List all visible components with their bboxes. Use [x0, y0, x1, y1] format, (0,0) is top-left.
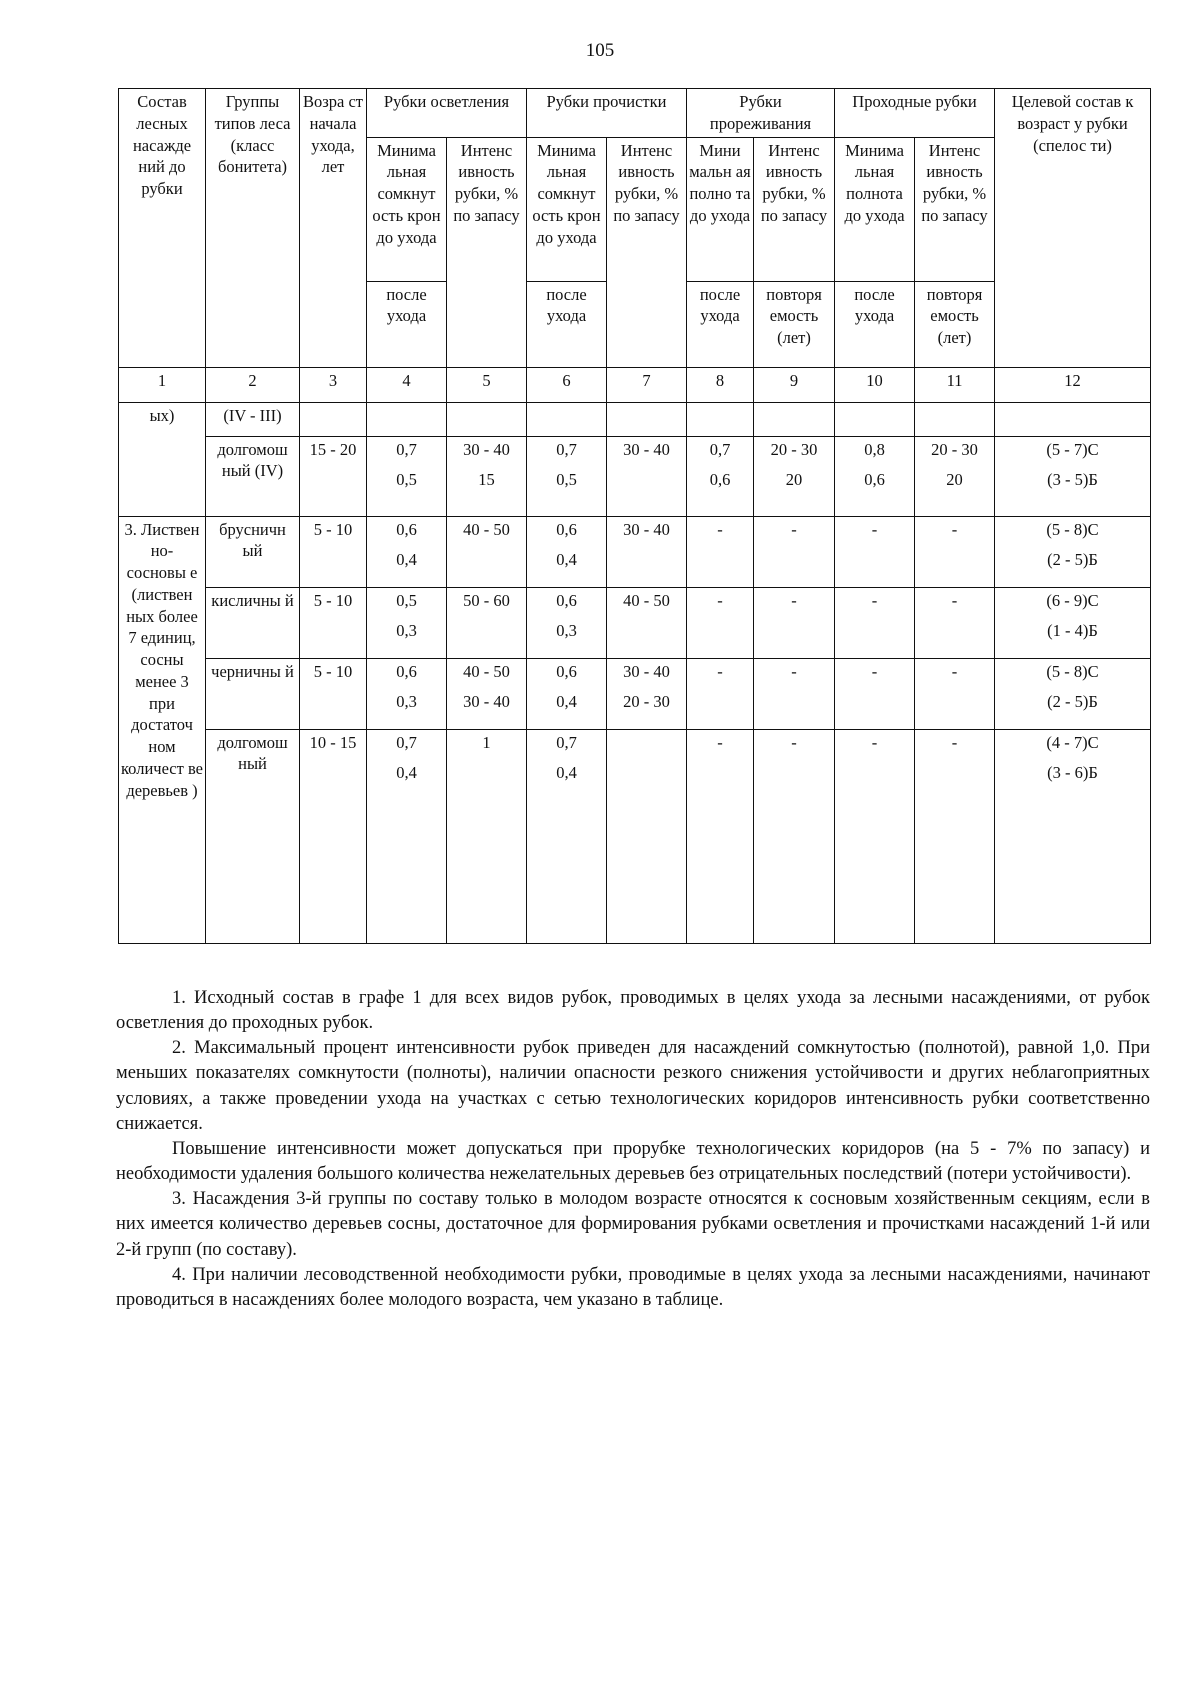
value: 30 - 40: [623, 519, 670, 539]
column-number: 6: [527, 367, 607, 402]
header-composition: Состав лесных насажде ний до рубки: [119, 89, 206, 368]
value: 0,6: [396, 519, 417, 539]
header-target-composition: Целевой состав к возраст у рубки (спелос ти): [995, 89, 1151, 368]
value: 0,7: [556, 439, 577, 459]
forest-type-subhead: (IV - III): [206, 402, 300, 436]
value: 0,6: [864, 470, 885, 490]
table-row: [119, 516, 1151, 587]
start-age-cell: 5 - 10: [300, 516, 367, 587]
table-row: [119, 587, 1151, 658]
osv-closure-cell: [367, 658, 447, 729]
value: 30 - 40: [463, 692, 510, 712]
header-prr-after: после ухода: [687, 281, 754, 367]
value: 0,6: [709, 470, 731, 490]
forest-type-cell: долгомош ный: [206, 729, 300, 943]
phd-density-cell: [835, 436, 915, 516]
value: (5 - 7)С: [1046, 439, 1099, 459]
empty-cell: [527, 402, 607, 436]
phd-intensity-cell: [915, 436, 995, 516]
prr-density-cell: [687, 436, 754, 516]
composition-cell: ых): [119, 402, 206, 516]
dash-cell: -: [835, 729, 915, 943]
value: 0,3: [556, 621, 577, 641]
empty-cell: [447, 402, 527, 436]
note-paragraph: Повышение интенсивности может допускаться при прорубке технологических коридоров (на 5 - 7% по запасу) и необходимости удаления большого количества нежелательных деревьев без отрицательных последствий (потери устойчивости).: [116, 1138, 1150, 1185]
column-number: 3: [300, 367, 367, 402]
column-number: 7: [607, 367, 687, 402]
pro-closure-cell: [527, 658, 607, 729]
value: 0,5: [396, 590, 417, 610]
pro-closure-cell: [527, 516, 607, 587]
value: 0,5: [556, 470, 577, 490]
column-number: 11: [915, 367, 995, 402]
value: 1: [482, 732, 491, 752]
osv-closure-cell: [367, 729, 447, 943]
header-start-age: Возра ст начала ухода, лет: [300, 89, 367, 368]
header-osv-min-closure: Минима льная сомкнут ость крон до ухода: [367, 137, 447, 281]
composition-cell: 3. Листвен но- сосновы е (листвен ных более 7 единиц, сосны менее 3 при достаточ ном количест ве деревьев ): [119, 516, 206, 943]
table-row: [119, 436, 1151, 516]
value: 0,6: [556, 519, 577, 539]
column-number: 10: [835, 367, 915, 402]
start-age-cell: 5 - 10: [300, 587, 367, 658]
start-age-cell: 10 - 15: [300, 729, 367, 943]
forest-type-cell: кисличны й: [206, 587, 300, 658]
column-number: 2: [206, 367, 300, 402]
value: 0,7: [556, 732, 577, 752]
osv-intensity-cell: [447, 658, 527, 729]
osv-intensity-cell: [447, 516, 527, 587]
target-composition-cell: [995, 587, 1151, 658]
value: 0,6: [556, 590, 577, 610]
header-prorezhivanie: Рубки прореживания: [687, 89, 835, 138]
header-phd-after: после ухода: [835, 281, 915, 367]
osv-intensity-cell: [447, 587, 527, 658]
column-number: 12: [995, 367, 1151, 402]
dash-cell: -: [754, 658, 835, 729]
pro-closure-cell: [527, 587, 607, 658]
forest-type-cell: черничны й: [206, 658, 300, 729]
osv-closure-cell: [367, 516, 447, 587]
value: 30 - 40: [463, 439, 510, 459]
value: 0,5: [396, 470, 417, 490]
pro-intensity-cell: [607, 729, 687, 943]
header-forest-type-group: Группы типов леса (класс бонитета): [206, 89, 300, 368]
column-number: 8: [687, 367, 754, 402]
header-prohodnye: Проходные рубки: [835, 89, 995, 138]
value: 0,4: [556, 550, 577, 570]
value: (5 - 8)С: [1046, 519, 1099, 539]
value: 0,4: [556, 692, 577, 712]
header-prochistki: Рубки прочистки: [527, 89, 687, 138]
header-phd-min-density: Минима льная полнота до ухода: [835, 137, 915, 281]
value: 20 - 30: [931, 439, 978, 459]
dash-cell: -: [835, 516, 915, 587]
column-number: 5: [447, 367, 527, 402]
header-pro-intensity: Интенс ивность рубки, % по запасу: [607, 137, 687, 367]
value: 0,6: [396, 661, 417, 681]
target-composition-cell: [995, 436, 1151, 516]
value: 50 - 60: [463, 590, 510, 610]
value: 0,4: [396, 550, 417, 570]
empty-cell: [754, 402, 835, 436]
note-paragraph: 4. При наличии лесоводственной необходимости рубки, проводимые в целях ухода за лесными насаждениями, начинают проводиться в насаждениях более молодого возраста, чем указано в таблице.: [116, 1264, 1150, 1310]
empty-cell: [367, 402, 447, 436]
note-paragraph: 2. Максимальный процент интенсивности рубок приведен для насаждений сомкнутостью (полнотой), равной 1,0. При меньших показателях сомкнутости (полноты), наличии опасности резкого снижения устойчивости и других неблагоприятных условиях, а также проведении ухода на участках с сетью технологических коридоров интенсивность рубки соответственно снижается.: [116, 1038, 1150, 1134]
header-phd-intensity: Интенс ивность рубки, % по запасу: [915, 137, 995, 281]
value: 40 - 50: [463, 519, 510, 539]
dash-cell: -: [687, 587, 754, 658]
value: 20: [946, 470, 963, 490]
header-pro-after: после ухода: [527, 281, 607, 367]
pro-intensity-cell: 30 - 40: [607, 436, 687, 516]
table-row: [119, 658, 1151, 729]
page-number: 105: [585, 40, 615, 61]
header-osv-after: после ухода: [367, 281, 447, 367]
dash-cell: -: [915, 587, 995, 658]
value: 0,7: [396, 732, 417, 752]
header-prr-repeat: повторя емость (лет): [754, 281, 835, 367]
target-composition-cell: [995, 516, 1151, 587]
header-phd-repeat: повторя емость (лет): [915, 281, 995, 367]
start-age-cell: 15 - 20: [300, 436, 367, 516]
value: 20: [785, 470, 803, 490]
value: 0,8: [864, 439, 885, 459]
header-prr-intensity: Интенс ивность рубки, % по запасу: [754, 137, 835, 281]
header-osv-intensity: Интенс ивность рубки, % по запасу: [447, 137, 527, 367]
pro-intensity-cell: [607, 516, 687, 587]
value: (3 - 5)Б: [1047, 470, 1098, 490]
value: (6 - 9)С: [1046, 590, 1099, 610]
dash-cell: -: [754, 516, 835, 587]
value: 30 - 40: [623, 661, 670, 681]
forest-type-cell: брусничн ый: [206, 516, 300, 587]
pro-intensity-cell: [607, 658, 687, 729]
dash-cell: -: [835, 587, 915, 658]
empty-cell: [300, 402, 367, 436]
value: (4 - 7)С: [1046, 732, 1099, 752]
dash-cell: -: [754, 587, 835, 658]
value: 0,4: [556, 763, 577, 783]
target-composition-cell: [995, 658, 1151, 729]
pro-intensity-cell: [607, 587, 687, 658]
note-paragraph: 3. Насаждения 3-й группы по составу только в молодом возрасте относятся к сосновым хозяйственным секциям, если в них имеется количество деревьев сосны, достаточное для формирования рубками осветления и прочистками насаждений 1-й или 2-й групп (по составу).: [116, 1189, 1150, 1260]
notes-section: [116, 986, 1150, 1313]
value: 0,7: [709, 439, 731, 459]
note-paragraph: 1. Исходный состав в графе 1 для всех видов рубок, проводимых в целях ухода за лесными насаждениями, от рубок осветления до проходных рубок.: [116, 988, 1150, 1034]
empty-cell: [995, 402, 1151, 436]
osv-intensity-cell: [447, 436, 527, 516]
value: 20 - 30: [770, 439, 818, 459]
dash-cell: -: [754, 729, 835, 943]
value: 40 - 50: [623, 590, 670, 610]
dash-cell: -: [915, 658, 995, 729]
value: 0,7: [396, 439, 417, 459]
osv-intensity-cell: [447, 729, 527, 943]
header-pro-min-closure: Минима льная сомкнут ость крон до ухода: [527, 137, 607, 281]
value: 0,3: [396, 621, 417, 641]
value: 0,6: [556, 661, 577, 681]
empty-cell: [687, 402, 754, 436]
value: 20 - 30: [623, 692, 670, 712]
dash-cell: -: [835, 658, 915, 729]
value: 0,4: [396, 763, 417, 783]
column-number: 9: [754, 367, 835, 402]
table-row: [119, 402, 1151, 436]
header-prr-min-density: Мини мальн ая полно та до ухода: [687, 137, 754, 281]
dash-cell: -: [915, 729, 995, 943]
value: 0,3: [396, 692, 417, 712]
empty-cell: [835, 402, 915, 436]
dash-cell: -: [687, 729, 754, 943]
dash-cell: -: [687, 516, 754, 587]
target-composition-cell: [995, 729, 1151, 943]
prr-intensity-cell: [754, 436, 835, 516]
forest-type-cell: долгомош ный (IV): [206, 436, 300, 516]
value: (2 - 5)Б: [1047, 692, 1098, 712]
empty-cell: [607, 402, 687, 436]
column-number: 1: [119, 367, 206, 402]
start-age-cell: 5 - 10: [300, 658, 367, 729]
pro-closure-cell: [527, 729, 607, 943]
value: (2 - 5)Б: [1047, 550, 1098, 570]
value: 15: [478, 470, 495, 490]
value: 40 - 50: [463, 661, 510, 681]
table-row: [119, 729, 1151, 943]
empty-cell: [915, 402, 995, 436]
osv-closure-cell: [367, 587, 447, 658]
forest-care-table: [118, 88, 1151, 944]
value: (3 - 6)Б: [1047, 763, 1098, 783]
osv-closure-cell: [367, 436, 447, 516]
dash-cell: -: [687, 658, 754, 729]
header-osvetlenie: Рубки осветления: [367, 89, 527, 138]
column-number: 4: [367, 367, 447, 402]
value: (1 - 4)Б: [1047, 621, 1098, 641]
pro-closure-cell: [527, 436, 607, 516]
value: (5 - 8)С: [1046, 661, 1099, 681]
dash-cell: -: [915, 516, 995, 587]
